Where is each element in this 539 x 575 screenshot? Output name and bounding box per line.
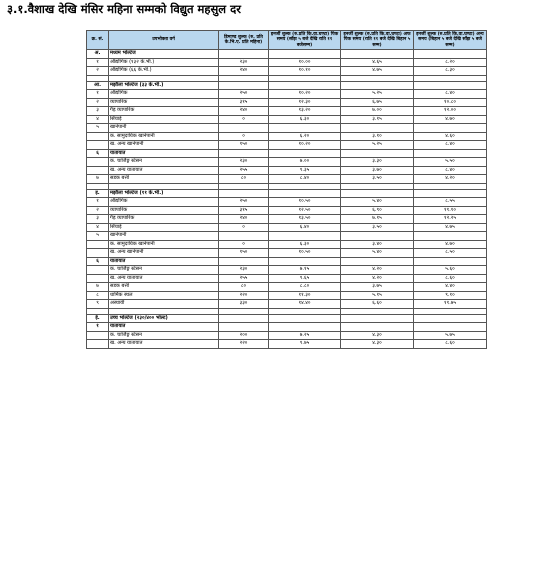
cell-offpeak — [341, 189, 414, 198]
cell-normal — [414, 314, 487, 323]
cell-category: क. सामुदायिक खानेपानी — [109, 132, 219, 141]
cell-normal: ८.४० — [414, 166, 487, 175]
cell-category: यातायात — [109, 323, 219, 332]
cell-category: औद्योगिक — [109, 90, 219, 99]
cell-sn: २ — [87, 206, 109, 215]
section-row — [87, 50, 487, 59]
cell-normal: ४.२० — [414, 175, 487, 184]
cell-peak: ७.१५ — [269, 266, 341, 275]
cell-sn — [87, 266, 109, 275]
cell-category: सिंचाई — [109, 223, 219, 232]
cell-peak: ११.३० — [269, 291, 341, 300]
cell-normal: ४.७० — [414, 115, 487, 124]
cell-sn: ९ — [87, 300, 109, 309]
cell-sn: ३ — [87, 215, 109, 224]
cell-normal: ८.४० — [414, 141, 487, 150]
cell-offpeak: ४.२० — [341, 274, 414, 283]
cell-peak — [269, 323, 341, 332]
cell-category: औद्योगिक — [109, 198, 219, 207]
cell-sn: इ. — [87, 189, 109, 198]
cell-offpeak: ५.२५ — [341, 141, 414, 150]
cell-sn — [87, 141, 109, 150]
cell-sn: ६ — [87, 149, 109, 158]
header-peak-energy-charge: इनर्जी शुल्क (रु.प्रति कि.वा.घण्टा) पिक समय (साँझ ५ बजे देखि राति ११ बजेसम्म) — [269, 31, 341, 50]
cell-normal — [414, 124, 487, 133]
cell-category: अस्थायी — [109, 300, 219, 309]
cell-demand: २२० — [219, 291, 269, 300]
cell-category: औद्योगिक (१३२ के.भी.) — [109, 58, 219, 67]
cell-peak: १०.२० — [269, 141, 341, 150]
cell-sn: ४ — [87, 223, 109, 232]
cell-offpeak: ३.७० — [341, 166, 414, 175]
cell-normal — [414, 323, 487, 332]
cell-category: मझौला भोल्टेज (३३ के.भी.) — [109, 81, 219, 90]
cell-demand: २४० — [219, 215, 269, 224]
cell-demand: ० — [219, 223, 269, 232]
table-row — [87, 223, 487, 232]
cell-sn — [87, 240, 109, 249]
table-row — [87, 166, 487, 175]
cell-demand: २५० — [219, 90, 269, 99]
cell-sn: ८ — [87, 291, 109, 300]
cell-peak: ९.३५ — [269, 166, 341, 175]
cell-peak — [269, 149, 341, 158]
cell-offpeak: ३.५० — [341, 175, 414, 184]
cell-category: सडक बत्ती — [109, 175, 219, 184]
cell-peak: ६.३० — [269, 240, 341, 249]
cell-peak: १२.५० — [269, 206, 341, 215]
cell-category: ख. अन्य यातायात — [109, 274, 219, 283]
section-row — [87, 257, 487, 266]
cell-category: यातायात — [109, 149, 219, 158]
cell-sn — [87, 274, 109, 283]
cell-category: क. सामुदायिक खानेपानी — [109, 240, 219, 249]
cell-demand: २०० — [219, 331, 269, 340]
cell-offpeak: ४.२० — [341, 266, 414, 275]
cell-normal — [414, 81, 487, 90]
cell-normal: ८.५० — [414, 249, 487, 258]
cell-normal: ८.६० — [414, 340, 487, 349]
cell-peak: ९.७५ — [269, 340, 341, 349]
table-row — [87, 232, 487, 241]
cell-peak: १३.२० — [269, 107, 341, 116]
cell-peak: ८.४० — [269, 175, 341, 184]
cell-normal: ९.१० — [414, 291, 487, 300]
cell-sn: अ. — [87, 50, 109, 59]
cell-normal: ५.५० — [414, 158, 487, 167]
cell-normal: ४.४० — [414, 283, 487, 292]
table-row — [87, 215, 487, 224]
cell-peak: ७.२५ — [269, 331, 341, 340]
cell-normal — [414, 232, 487, 241]
cell-category: उच्च भोल्टेज (२३०/४०० भोल्ट) — [109, 314, 219, 323]
table-row — [87, 58, 487, 67]
cell-sn: २ — [87, 67, 109, 76]
cell-offpeak — [341, 50, 414, 59]
cell-normal: १२.०० — [414, 107, 487, 116]
cell-sn: ५ — [87, 124, 109, 133]
table-row — [87, 249, 487, 258]
tariff-table — [86, 30, 487, 349]
cell-peak: १०.०० — [269, 58, 341, 67]
cell-peak: १०.२० — [269, 90, 341, 99]
table-row — [87, 283, 487, 292]
cell-sn — [87, 166, 109, 175]
table-row — [87, 141, 487, 150]
table-row — [87, 98, 487, 107]
table-row — [87, 340, 487, 349]
cell-offpeak: ६.६० — [341, 300, 414, 309]
cell-demand — [219, 149, 269, 158]
cell-offpeak: ५.२५ — [341, 90, 414, 99]
cell-sn: २ — [87, 98, 109, 107]
cell-category: क. चार्जिङ्ग स्टेसन — [109, 331, 219, 340]
cell-demand: ३३० — [219, 300, 269, 309]
cell-demand: १५० — [219, 249, 269, 258]
cell-normal: ११.७५ — [414, 300, 487, 309]
header-demand-charge: डिमाण्ड शुल्क (रु. प्रति के.भि.ए. प्रति महिना) — [219, 31, 269, 50]
cell-demand: २५५ — [219, 166, 269, 175]
cell-offpeak: ५.१५ — [341, 291, 414, 300]
cell-peak: ७.०० — [269, 158, 341, 167]
cell-normal: ८.६० — [414, 274, 487, 283]
cell-offpeak: ५.४० — [341, 249, 414, 258]
cell-offpeak: ५.४० — [341, 198, 414, 207]
cell-demand — [219, 323, 269, 332]
cell-demand: ० — [219, 115, 269, 124]
cell-category: ख. अन्य खानेपानी — [109, 141, 219, 150]
table-row — [87, 90, 487, 99]
cell-offpeak: ३.१५ — [341, 115, 414, 124]
cell-peak: ६.२० — [269, 132, 341, 141]
cell-demand: ३१५ — [219, 98, 269, 107]
cell-category: सडक बत्ती — [109, 283, 219, 292]
header-sn: क्र. सं. — [87, 31, 109, 50]
cell-demand: २३० — [219, 266, 269, 275]
cell-normal: ८.३० — [414, 67, 487, 76]
cell-category: क. चार्जिङ्ग स्टेसन — [109, 158, 219, 167]
cell-demand: २५० — [219, 198, 269, 207]
cell-offpeak: ३.४० — [341, 240, 414, 249]
cell-offpeak — [341, 323, 414, 332]
section-row — [87, 323, 487, 332]
cell-sn: १ — [87, 198, 109, 207]
table-row — [87, 274, 487, 283]
cell-category: ख. अन्य यातायात — [109, 340, 219, 349]
cell-normal: ८.४० — [414, 90, 487, 99]
table-row — [87, 240, 487, 249]
cell-peak: १०.५० — [269, 249, 341, 258]
table-row — [87, 158, 487, 167]
cell-peak: ६.३० — [269, 115, 341, 124]
page-title: ३.१.वैशाख देखि मंसिर महिना सम्मको विद्युत महसुल दर — [7, 2, 241, 16]
cell-category: ख. अन्य खानेपानी — [109, 249, 219, 258]
cell-category: क. चार्जिङ्ग स्टेसन — [109, 266, 219, 275]
cell-normal: १२.२५ — [414, 215, 487, 224]
cell-normal — [414, 50, 487, 59]
cell-demand — [219, 50, 269, 59]
cell-demand: ० — [219, 240, 269, 249]
cell-offpeak: ३.७५ — [341, 283, 414, 292]
table-row — [87, 300, 487, 309]
cell-category: गैह्र व्यापारिक — [109, 215, 219, 224]
cell-category: औद्योगिक (६६ के.भी.) — [109, 67, 219, 76]
cell-sn: ६ — [87, 257, 109, 266]
cell-offpeak — [341, 232, 414, 241]
cell-demand: २३० — [219, 158, 269, 167]
cell-demand: ३१५ — [219, 206, 269, 215]
cell-offpeak: ६.७५ — [341, 98, 414, 107]
table-row — [87, 132, 487, 141]
cell-offpeak — [341, 149, 414, 158]
table-row — [87, 266, 487, 275]
cell-offpeak: ७.०० — [341, 107, 414, 116]
cell-sn: आ. — [87, 81, 109, 90]
cell-peak: १०.५० — [269, 198, 341, 207]
cell-normal: ११.१० — [414, 206, 487, 215]
table-row — [87, 175, 487, 184]
cell-normal: ४.७० — [414, 240, 487, 249]
cell-demand — [219, 257, 269, 266]
section-row — [87, 149, 487, 158]
cell-offpeak — [341, 257, 414, 266]
cell-peak: १३.५० — [269, 215, 341, 224]
cell-peak: १२.३० — [269, 98, 341, 107]
cell-offpeak: ४.३० — [341, 340, 414, 349]
cell-sn: १ — [87, 90, 109, 99]
cell-offpeak: ४.६५ — [341, 58, 414, 67]
cell-demand — [219, 81, 269, 90]
cell-demand: ८० — [219, 175, 269, 184]
cell-demand — [219, 189, 269, 198]
cell-normal: ८.२० — [414, 58, 487, 67]
header-normal-energy-charge: इनर्जी शुल्क (रु.प्रति कि.वा.घण्टा) अन्य समय (बिहान ५ बजे देखि साँझ ५ बजे सम्म) — [414, 31, 487, 50]
cell-demand: २५५ — [219, 274, 269, 283]
cell-normal — [414, 149, 487, 158]
cell-category: खानेपानी — [109, 124, 219, 133]
cell-peak — [269, 81, 341, 90]
cell-category: खानेपानी — [109, 232, 219, 241]
cell-demand — [219, 124, 269, 133]
cell-offpeak: ४.३० — [341, 331, 414, 340]
cell-sn: १ — [87, 58, 109, 67]
cell-peak: १०.१० — [269, 67, 341, 76]
cell-demand: २४० — [219, 67, 269, 76]
cell-peak: ९.६५ — [269, 274, 341, 283]
cell-category: ख. अन्य यातायात — [109, 166, 219, 175]
cell-sn: १ — [87, 323, 109, 332]
cell-normal: ४.६० — [414, 132, 487, 141]
cell-offpeak: ३.३० — [341, 158, 414, 167]
header-offpeak-energy-charge: इनर्जी शुल्क (रु.प्रति कि.वा.घण्टा) अफ पिक समय (राति ११ बजे देखि बिहान ५ सम्म) — [341, 31, 414, 50]
cell-demand: २२० — [219, 340, 269, 349]
cell-sn — [87, 331, 109, 340]
cell-demand: १५० — [219, 141, 269, 150]
cell-peak — [269, 232, 341, 241]
cell-category: सिंचाई — [109, 115, 219, 124]
cell-peak — [269, 189, 341, 198]
cell-category: मझौला भोल्टेज (११ के.भी.) — [109, 189, 219, 198]
section-row — [87, 81, 487, 90]
cell-sn: ७ — [87, 283, 109, 292]
cell-sn: ४ — [87, 115, 109, 124]
cell-category: व्यापारिक — [109, 206, 219, 215]
cell-peak — [269, 314, 341, 323]
cell-peak: १४.४० — [269, 300, 341, 309]
cell-peak: ८.८० — [269, 283, 341, 292]
cell-offpeak: ४.७५ — [341, 67, 414, 76]
table-row — [87, 107, 487, 116]
cell-demand — [219, 314, 269, 323]
table-row — [87, 67, 487, 76]
section-row — [87, 314, 487, 323]
cell-category: यातायात — [109, 257, 219, 266]
table-row — [87, 291, 487, 300]
cell-offpeak — [341, 124, 414, 133]
cell-demand: ० — [219, 132, 269, 141]
cell-sn: ३ — [87, 107, 109, 116]
cell-sn: ७ — [87, 175, 109, 184]
cell-normal: ८.५५ — [414, 198, 487, 207]
tariff-body — [87, 50, 487, 349]
section-row — [87, 189, 487, 198]
table-row — [87, 206, 487, 215]
table-row — [87, 115, 487, 124]
cell-offpeak: ६.९० — [341, 206, 414, 215]
cell-peak — [269, 124, 341, 133]
cell-offpeak — [341, 314, 414, 323]
table-row — [87, 124, 487, 133]
cell-normal: ५.७५ — [414, 331, 487, 340]
cell-offpeak: ३.१० — [341, 132, 414, 141]
table-row — [87, 331, 487, 340]
cell-offpeak: ३.५० — [341, 223, 414, 232]
cell-demand: २३० — [219, 58, 269, 67]
cell-sn — [87, 249, 109, 258]
cell-normal — [414, 257, 487, 266]
header-category: उपभोक्ता वर्ग — [109, 31, 219, 50]
cell-category: व्यापारिक — [109, 98, 219, 107]
cell-sn — [87, 340, 109, 349]
cell-offpeak: ७.१५ — [341, 215, 414, 224]
cell-peak: ६.४० — [269, 223, 341, 232]
cell-normal: ५.६० — [414, 266, 487, 275]
cell-sn — [87, 158, 109, 167]
cell-category: धार्मिक स्थल — [109, 291, 219, 300]
cell-offpeak — [341, 81, 414, 90]
cell-peak — [269, 257, 341, 266]
cell-category: गैह्र व्यापारिक — [109, 107, 219, 116]
cell-demand: ८० — [219, 283, 269, 292]
cell-peak — [269, 50, 341, 59]
cell-normal — [414, 189, 487, 198]
cell-category: मध्यम भोल्टेज — [109, 50, 219, 59]
cell-demand — [219, 232, 269, 241]
cell-sn: ५ — [87, 232, 109, 241]
cell-normal: १०.८० — [414, 98, 487, 107]
cell-sn — [87, 132, 109, 141]
header-row — [87, 31, 487, 50]
cell-normal: ४.७५ — [414, 223, 487, 232]
cell-demand: २४० — [219, 107, 269, 116]
table-row — [87, 198, 487, 207]
cell-sn: ई. — [87, 314, 109, 323]
